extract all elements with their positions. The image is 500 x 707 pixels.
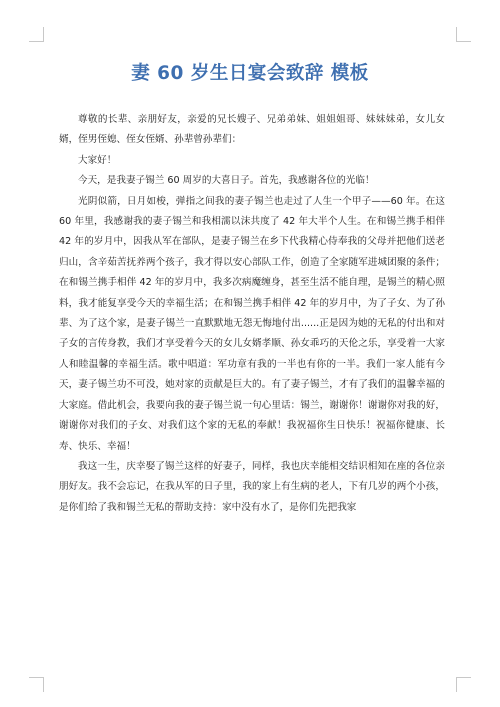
document-title: 妻 60 岁生日宴会致辞 模板	[131, 63, 369, 84]
paragraph-salutation: 尊敬的长辈、亲朋好友，亲爱的兄长嫂子、兄弟弟妹、姐姐姐哥、妹妹妹弟，女儿女婿，侄男侄媳、侄女侄婿、孙辈曾孙辈们：	[59, 114, 445, 146]
paragraph-main: 光阴似箭，日月如梭，弹指之间我的妻子锡兰也走过了人生一个甲子——60 年。在这 60 年里，我感谢我的妻子锡兰和我相濡以沫共度了 42 年大半个人生。在和锡兰携手相伴 42 年的岁月中，因我从军在部队，是妻子锡兰在乡下代我精心侍奉我的父母并把他们送老归山，含辛茹苦抚养两个孩子，我才得以安心部队工作，创造了全家随军进城团聚的条件；在和锡兰携手相伴 42 年的岁月中，我多次病魔缠身，甚至生活不能自理，是锡兰的精心照料，我才能复享受今天的幸福生活；在和锡兰携手相伴 42 年的岁月中，为了子女、为了孙辈、为了这个家，是妻子锡兰一直默默地无怨无悔地付出......正是因为她的无私的付出和对子女的言传身教，我们才享受着今天的女儿女婿孝顺、孙女乖巧的天伦之乐，享受着一大家人和睦温馨的幸福生活。歌中唱道：军功章有我的一半也有你的一半。我们一家人能有今天，妻子锡兰功不可没，她对家的贡献是巨大的。有了妻子锡兰，才有了我们的温馨幸福的大家庭。借此机会，我要向我的妻子锡兰说一句心里话：锡兰，谢谢你！谢谢你对我的好，谢谢你对我们的子女、对我们这个家的无私的奉献！我祝福你生日快乐！祝福你健康、长寿、快乐、幸福！	[59, 195, 445, 452]
paragraph-greeting: 大家好！	[78, 154, 117, 166]
crop-mark-top-right	[456, 27, 471, 42]
paragraph-welcome: 今天，是我妻子锡兰 60 周岁的大喜日子。首先，我感谢各位的光临！	[78, 175, 375, 187]
crop-mark-top-left	[29, 27, 44, 42]
paragraph-gratitude: 我这一生，庆幸娶了锡兰这样的好妻子，同样，我也庆幸能相交结识相知在座的各位亲朋好友。我不会忘记，在我从军的日子里，我的家上有生病的老人，下有几岁的两个小孩，是你们给了我和锡兰无私的帮助支持：家中没有水了，是你们先把我家	[59, 460, 445, 513]
document-body	[59, 110, 445, 518]
crop-mark-bottom-left	[29, 677, 44, 692]
crop-mark-bottom-right	[456, 677, 471, 692]
